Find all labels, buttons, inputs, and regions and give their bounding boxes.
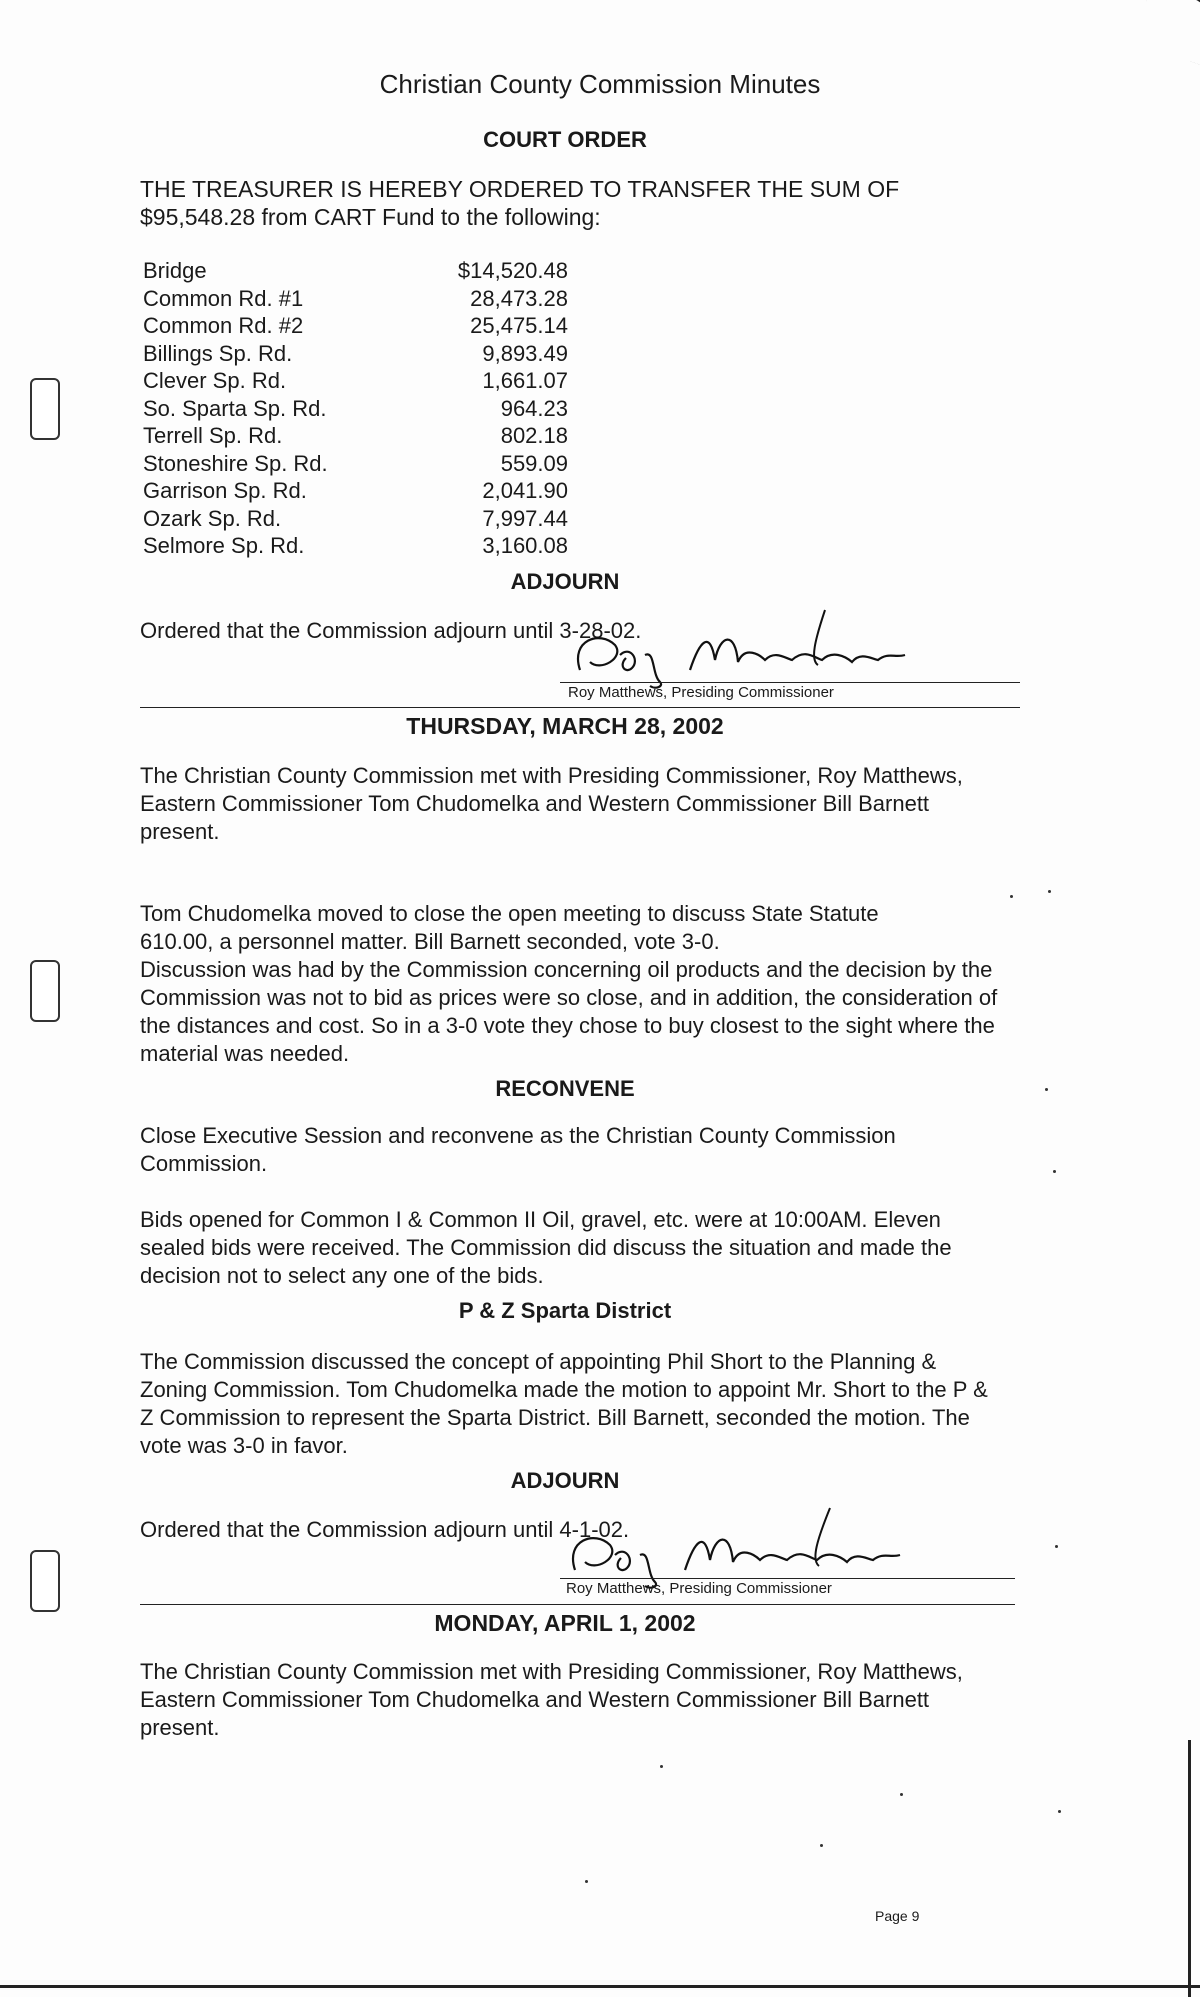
fund-amount: 2,041.90 <box>482 478 568 503</box>
fund-name: Clever Sp. Rd. <box>143 368 287 393</box>
scan-speck <box>660 1765 663 1768</box>
section-divider <box>140 707 1020 708</box>
fund-amount: 3,160.08 <box>482 533 568 558</box>
fund-amount: 559.09 <box>500 450 568 476</box>
fund-name: Billings Sp. Rd. <box>143 340 293 366</box>
page-right-edge <box>1188 1740 1191 1997</box>
fund-name: Terrell Sp. Rd. <box>143 423 283 448</box>
attendance-paragraph: The Christian County Commission met with Presiding Commissioner, Roy Matthews, Eastern Commissioner Tom Chudomelka and Western Commissioner Bill Barnett present. <box>140 1659 963 1740</box>
signature-caption: Roy Matthews, Presiding Commissioner <box>566 1580 832 1597</box>
fund-amount: 964.23 <box>500 395 568 421</box>
section-divider <box>140 1604 1015 1605</box>
scan-speck <box>1010 895 1013 898</box>
fund-name: Garrison Sp. Rd. <box>143 478 307 503</box>
scan-speck <box>1055 1545 1058 1548</box>
bids-paragraph: Bids opened for Common I & Common II Oil, gravel, etc. were at 10:00AM. Eleven sealed bids were received. The Commission did discuss the situation and made the decision not to select any one of the bids. <box>140 1207 952 1288</box>
scan-speck <box>1045 1088 1048 1091</box>
fund-amount: 28,473.28 <box>470 285 568 311</box>
fund-name: Bridge <box>143 258 207 283</box>
scan-speck <box>1058 1810 1061 1813</box>
fund-amount: 1,661.07 <box>482 368 568 393</box>
signature-caption: Roy Matthews, Presiding Commissioner <box>568 684 834 701</box>
page-bottom-edge <box>0 1985 1200 1988</box>
adjourn-heading: ADJOURN <box>510 569 620 594</box>
binder-hole <box>30 378 60 440</box>
fund-name: Common Rd. #1 <box>143 285 304 311</box>
page-corner-edge <box>1132 0 1200 68</box>
pz-paragraph: The Commission discussed the concept of appointing Phil Short to the Planning & Zoning Commission. Tom Chudomelka made the motion to appoint Mr. Short to the P & Z Commission to represent the Sparta District. Bill Barnett, seconded the motion. The vote was 3-0 in favor. <box>140 1349 988 1458</box>
binder-hole <box>30 960 60 1022</box>
court-order-line: $95,548.28 from CART Fund to the following: <box>140 204 601 230</box>
court-order-line: THE TREASURER IS HEREBY ORDERED TO TRANSFER THE SUM OF <box>140 176 900 202</box>
fund-name: Stoneshire Sp. Rd. <box>143 450 328 476</box>
page-number: Page 9 <box>875 1908 920 1924</box>
discussion-paragraph: Discussion was had by the Commission concerning oil products and the decision by the Commission was not to bid as prices were so close, and in addition, the consideration of the distances and cost. So in a 3-0 vote they chose to buy closest to the sight where the material was needed. <box>140 957 998 1066</box>
fund-amount: 25,475.14 <box>470 313 568 338</box>
signature-roy-matthews <box>555 1500 915 1590</box>
meeting-date-heading: MONDAY, APRIL 1, 2002 <box>434 1610 696 1636</box>
attendance-paragraph: The Christian County Commission met with Presiding Commissioner, Roy Matthews, Eastern Commissioner Tom Chudomelka and Western Commissioner Bill Barnett present. <box>140 763 963 844</box>
adjourn-heading: ADJOURN <box>510 1468 620 1493</box>
scan-speck <box>585 1880 588 1883</box>
fund-amount: 7,997.44 <box>482 505 568 531</box>
signature-roy-matthews <box>560 600 920 690</box>
binder-hole <box>30 1550 60 1612</box>
reconvene-heading: RECONVENE <box>495 1076 635 1101</box>
signature-line <box>560 1578 1015 1579</box>
closed-session-line: 610.00, a personnel matter. Bill Barnett seconded, vote 3-0. <box>140 929 720 954</box>
fund-amount: 9,893.49 <box>482 340 568 366</box>
adjourn-order: Ordered that the Commission adjourn until 3-28-02. <box>140 618 642 643</box>
scan-speck <box>1048 890 1051 893</box>
fund-amount: $14,520.48 <box>457 258 568 283</box>
court-order-heading: COURT ORDER <box>483 127 647 152</box>
scan-speck <box>900 1793 903 1796</box>
signature-line <box>560 682 1020 683</box>
fund-amount: 802.18 <box>500 423 568 448</box>
fund-name: Ozark Sp. Rd. <box>143 505 282 531</box>
scan-speck <box>820 1844 823 1847</box>
reconvene-paragraph: Close Executive Session and reconvene as the Christian County Commission Commission. <box>140 1123 896 1176</box>
fund-name: So. Sparta Sp. Rd. <box>143 395 327 421</box>
closed-session-line: Tom Chudomelka moved to close the open meeting to discuss State Statute <box>140 901 879 926</box>
pz-heading: P & Z Sparta District <box>458 1298 672 1323</box>
adjourn-order: Ordered that the Commission adjourn until 4-1-02. <box>140 1517 630 1542</box>
fund-name: Common Rd. #2 <box>143 313 304 338</box>
scan-speck <box>1053 1170 1056 1173</box>
meeting-date-heading: THURSDAY, MARCH 28, 2002 <box>406 713 724 739</box>
fund-name: Selmore Sp. Rd. <box>143 533 305 558</box>
document-title: Christian County Commission Minutes <box>379 69 821 99</box>
